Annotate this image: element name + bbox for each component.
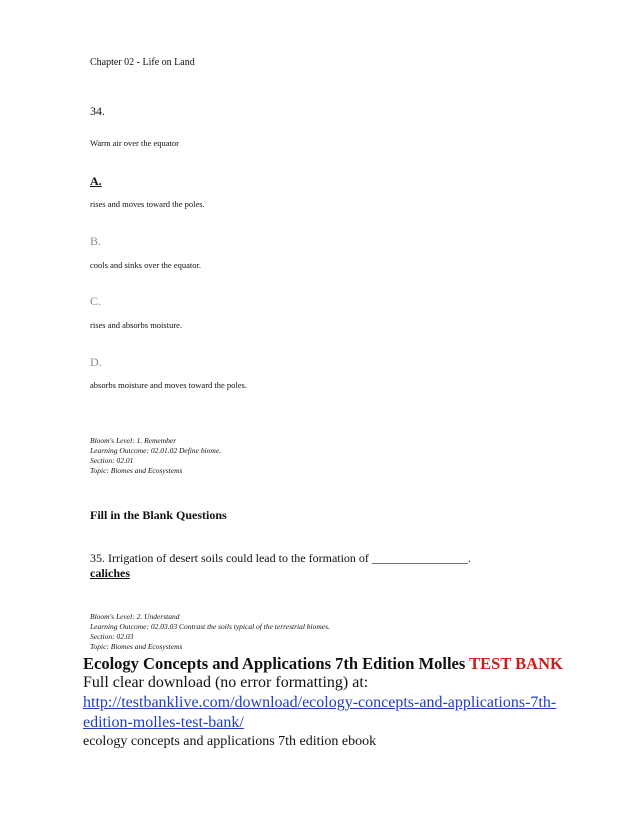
option-c-letter: C.	[90, 294, 102, 308]
option-b-letter: B.	[90, 234, 102, 248]
promo-footer: ecology concepts and applications 7th edition ebook	[83, 734, 377, 749]
option-b-text: cools and sinks over the equator.	[90, 260, 201, 270]
section-ref: Section: 02.01	[90, 456, 134, 465]
download-link-line2[interactable]: edition-molles-test-bank/	[83, 714, 244, 731]
question-number: 34.	[90, 104, 105, 118]
section-ref: Section: 02.03	[90, 632, 134, 641]
promo-title	[83, 654, 563, 674]
learning-outcome: Learning Outcome: 02.03.03 Contrast the soils typical of the terrestrial biomes.	[90, 622, 330, 631]
option-d-letter: D.	[90, 355, 102, 369]
section-title: Fill in the Blank Questions	[90, 508, 227, 522]
promo-title-highlight: TEST BANK	[469, 654, 563, 673]
chapter-header: Chapter 02 - Life on Land	[90, 57, 195, 68]
option-a-letter: A.	[90, 174, 102, 188]
learning-outcome: Learning Outcome: 02.01.02 Define biome.	[90, 446, 222, 455]
question34-metadata	[90, 436, 221, 476]
question35-text: 35. Irrigation of desert soils could lead to the formation of ________________.	[90, 551, 471, 565]
promo-download-line: Full clear download (no error formatting) at:	[83, 674, 369, 691]
topic-ref: Topic: Biomes and Ecosystems	[90, 642, 183, 651]
question35-answer: caliches	[90, 566, 130, 580]
blooms-level: Bloom's Level: 2. Understand	[90, 612, 180, 621]
option-c-text: rises and absorbs moisture.	[90, 320, 183, 330]
blooms-level: Bloom's Level: 1. Remember	[90, 436, 177, 445]
question35-metadata	[90, 612, 330, 652]
download-link-line1[interactable]: http://testbanklive.com/download/ecology-concepts-and-applications-7th-	[83, 694, 557, 711]
option-a-text: rises and moves toward the poles.	[90, 199, 205, 209]
topic-ref: Topic: Biomes and Ecosystems	[90, 466, 183, 475]
option-d-text: absorbs moisture and moves toward the poles.	[90, 380, 247, 390]
promo-title-text: Ecology Concepts and Applications 7th Edition Molles	[83, 654, 470, 673]
question-text: Warm air over the equator	[90, 138, 179, 148]
